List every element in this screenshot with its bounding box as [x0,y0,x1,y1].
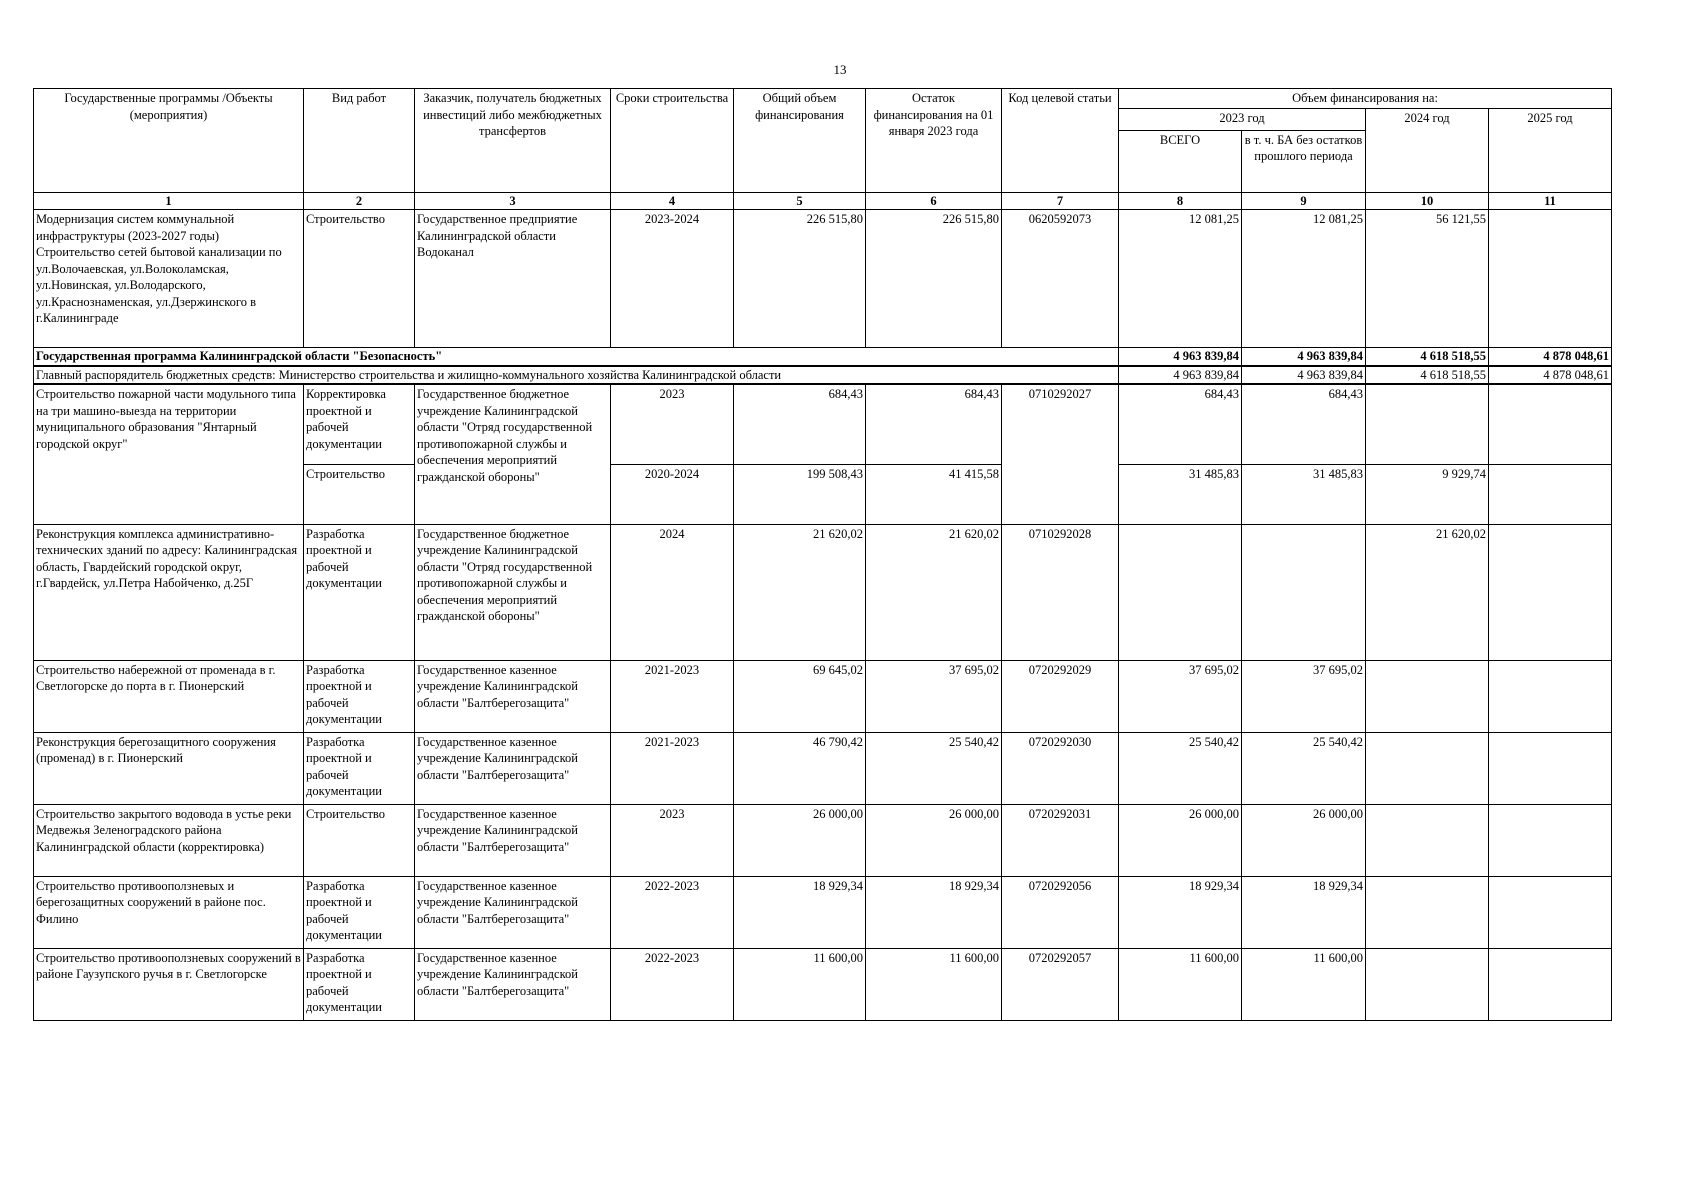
y2023-total: 25 540,42 [1119,732,1242,804]
y2025 [1489,384,1612,464]
y2025 [1489,210,1612,348]
column-number: 3 [415,192,611,210]
y2025 [1489,948,1612,1020]
object-name: Строительство набережной от променада в г. Светлогорске до порта в г. Пионерский [34,660,304,732]
object-name: Модернизация систем коммунальной инфраструктуры (2023-2027 годы) Строительство сетей бытовой канализации по ул.Волочаевская, ул.Волоколамская, ул.Новинская, ул.Володарского, ул.Краснознаменская, ул.Дзержинского в г.Калининграде [34,210,304,348]
remaining: 41 415,58 [866,464,1002,524]
total-financing: 199 508,43 [734,464,866,524]
total-financing: 11 600,00 [734,948,866,1020]
total-financing: 18 929,34 [734,876,866,948]
customer: Государственное казенное учреждение Калининградской области "Балтберегозащита" [415,804,611,876]
period: 2023 [611,804,734,876]
total-financing: 21 620,02 [734,524,866,660]
y2024 [1366,948,1489,1020]
program-title: Государственная программа Калининградской области "Безопасность" [34,348,1119,366]
y2024: 56 121,55 [1366,210,1489,348]
table-row [34,948,1612,1020]
total-financing: 26 000,00 [734,804,866,876]
column-number: 2 [304,192,415,210]
y2023-ba [1242,524,1366,660]
y2024 [1366,876,1489,948]
y2025 [1489,660,1612,732]
column-number: 9 [1242,192,1366,210]
total-financing: 226 515,80 [734,210,866,348]
work-type: Разработка проектной и рабочей документации [304,948,415,1020]
customer: Государственное казенное учреждение Калининградской области "Балтберегозащита" [415,732,611,804]
column-number: 6 [866,192,1002,210]
header-year-2024: 2024 год [1366,108,1489,192]
period: 2020-2024 [611,464,734,524]
y2023-total: 37 695,02 [1119,660,1242,732]
y2023-total: 18 929,34 [1119,876,1242,948]
program-y2024: 4 618 518,55 [1366,348,1489,366]
work-type: Строительство [304,210,415,348]
header-row-1 [34,89,1612,109]
y2024 [1366,384,1489,464]
object-name: Строительство пожарной части модульного типа на три машино-выезда на территории муниципального образования "Янтарный городской округ" [34,384,304,524]
distributor-title: Главный распорядитель бюджетных средств: Министерство строительства и жилищно-коммунального хозяйства Калининградской области [34,366,1119,385]
column-number: 4 [611,192,734,210]
header-period: Сроки строительства [611,89,734,193]
y2023-total [1119,524,1242,660]
code: 0720292031 [1002,804,1119,876]
work-type: Строительство [304,464,415,524]
code: 0720292029 [1002,660,1119,732]
y2023-ba: 18 929,34 [1242,876,1366,948]
remaining: 25 540,42 [866,732,1002,804]
work-type: Строительство [304,804,415,876]
y2023-total: 11 600,00 [1119,948,1242,1020]
y2025 [1489,464,1612,524]
program-y2023-total: 4 963 839,84 [1119,348,1242,366]
work-type: Разработка проектной и рабочей документации [304,660,415,732]
customer: Государственное бюджетное учреждение Калининградской области "Отряд государственной противопожарной службы и обеспечения мероприятий гражданской обороны" [415,384,611,524]
total-financing: 684,43 [734,384,866,464]
table-row [34,804,1612,876]
remaining: 684,43 [866,384,1002,464]
customer: Государственное бюджетное учреждение Калининградской области "Отряд государственной противопожарной службы и обеспечения мероприятий гражданской обороны" [415,524,611,660]
object-name: Строительство закрытого водовода в устье реки Медвежья Зеленоградского района Калининградской области (корректировка) [34,804,304,876]
period: 2021-2023 [611,660,734,732]
distributor-row [34,366,1612,385]
y2024: 9 929,74 [1366,464,1489,524]
y2023-total: 12 081,25 [1119,210,1242,348]
header-total-financing: Общий объем финансирования [734,89,866,193]
y2024 [1366,660,1489,732]
program-y2023-ba: 4 963 839,84 [1242,348,1366,366]
code: 0710292028 [1002,524,1119,660]
column-number: 5 [734,192,866,210]
y2024: 21 620,02 [1366,524,1489,660]
customer: Государственное казенное учреждение Калининградской области "Балтберегозащита" [415,660,611,732]
remaining: 226 515,80 [866,210,1002,348]
code: 0720292057 [1002,948,1119,1020]
work-type: Разработка проектной и рабочей документации [304,524,415,660]
object-name: Строительство противооползневых и берегозащитных сооружений в районе пос. Филино [34,876,304,948]
header-remaining: Остаток финансирования на 01 января 2023 года [866,89,1002,193]
column-number: 1 [34,192,304,210]
y2023-total: 31 485,83 [1119,464,1242,524]
remaining: 26 000,00 [866,804,1002,876]
remaining: 18 929,34 [866,876,1002,948]
work-type: Разработка проектной и рабочей документации [304,876,415,948]
header-year-2025: 2025 год [1489,108,1612,192]
column-number: 8 [1119,192,1242,210]
remaining: 37 695,02 [866,660,1002,732]
work-type: Корректировка проектной и рабочей документации [304,384,415,464]
table-row [34,732,1612,804]
customer: Государственное казенное учреждение Калининградской области "Балтберегозащита" [415,876,611,948]
object-name: Строительство противооползневых сооружений в районе Гаузупского ручья в г. Светлогорске [34,948,304,1020]
y2023-ba: 684,43 [1242,384,1366,464]
y2024 [1366,804,1489,876]
y2023-total: 26 000,00 [1119,804,1242,876]
y2025 [1489,732,1612,804]
header-objects: Государственные программы /Объекты (мероприятия) [34,89,304,193]
column-number: 7 [1002,192,1119,210]
column-number: 11 [1489,192,1612,210]
remaining: 21 620,02 [866,524,1002,660]
distributor-y2023-ba: 4 963 839,84 [1242,366,1366,385]
y2025 [1489,876,1612,948]
code: 0710292027 [1002,384,1119,524]
period: 2022-2023 [611,948,734,1020]
y2025 [1489,524,1612,660]
y2024 [1366,732,1489,804]
header-funding: Объем финансирования на: [1119,89,1612,109]
period: 2022-2023 [611,876,734,948]
program-y2025: 4 878 048,61 [1489,348,1612,366]
page-number: 13 [833,62,847,77]
y2023-ba: 31 485,83 [1242,464,1366,524]
y2023-ba: 37 695,02 [1242,660,1366,732]
object-name: Реконструкция комплекса административно-технических зданий по адресу: Калининградская область, Гвардейский городской округ, г.Гвардейск, ул.Петра Набойченко, д.25Г [34,524,304,660]
table-row [34,876,1612,948]
code: 0720292030 [1002,732,1119,804]
table-row [34,210,1612,348]
period: 2024 [611,524,734,660]
y2023-ba: 12 081,25 [1242,210,1366,348]
column-number: 10 [1366,192,1489,210]
distributor-y2023-total: 4 963 839,84 [1119,366,1242,385]
header-code: Код целевой статьи [1002,89,1119,193]
distributor-y2025: 4 878 048,61 [1489,366,1612,385]
funding-table [33,88,1612,1021]
period: 2023 [611,384,734,464]
column-numbers-row [34,192,1612,210]
header-customer: Заказчик, получатель бюджетных инвестиций либо межбюджетных трансфертов [415,89,611,193]
header-year-2023: 2023 год [1119,108,1366,130]
total-financing: 69 645,02 [734,660,866,732]
y2025 [1489,804,1612,876]
remaining: 11 600,00 [866,948,1002,1020]
y2023-ba: 26 000,00 [1242,804,1366,876]
table-row [34,524,1612,660]
y2023-ba: 25 540,42 [1242,732,1366,804]
work-type: Разработка проектной и рабочей документации [304,732,415,804]
header-work-type: Вид работ [304,89,415,193]
header-2023-total: ВСЕГО [1119,130,1242,192]
y2023-total: 684,43 [1119,384,1242,464]
code: 0720292056 [1002,876,1119,948]
period: 2021-2023 [611,732,734,804]
table-row [34,384,1612,464]
object-name: Реконструкция берегозащитного сооружения (променад) в г. Пионерский [34,732,304,804]
y2023-ba: 11 600,00 [1242,948,1366,1020]
code: 0620592073 [1002,210,1119,348]
period: 2023-2024 [611,210,734,348]
program-row [34,348,1612,366]
customer: Государственное казенное учреждение Калининградской области "Балтберегозащита" [415,948,611,1020]
table-row [34,660,1612,732]
total-financing: 46 790,42 [734,732,866,804]
header-2023-ba: в т. ч. БА без остатков прошлого периода [1242,130,1366,192]
distributor-y2024: 4 618 518,55 [1366,366,1489,385]
customer: Государственное предприятие Калининградской области Водоканал [415,210,611,348]
